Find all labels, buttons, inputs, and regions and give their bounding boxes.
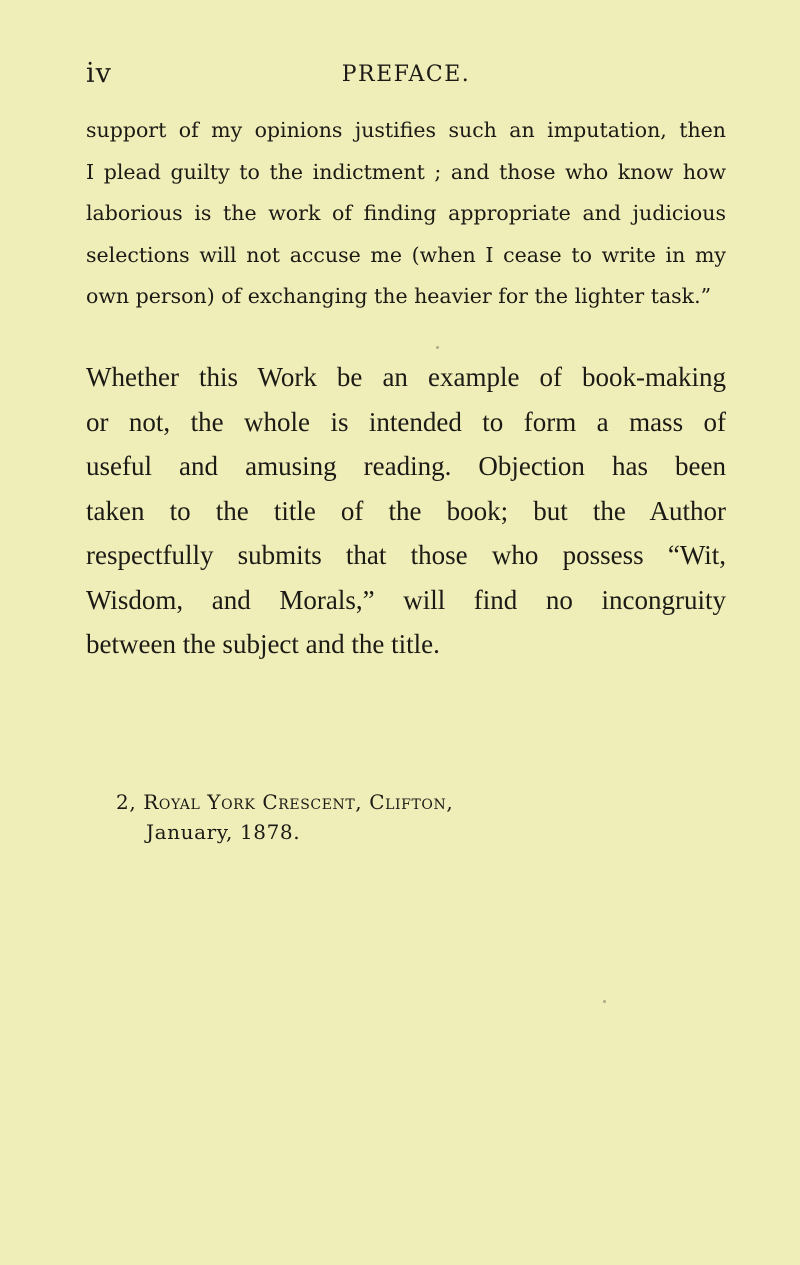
main-line-5: respectfully submits that those who possess “Wit, [86, 540, 726, 570]
quote-line-1: support of my opinions justifies such an imputation, then [86, 118, 726, 142]
paper-speck [603, 1000, 606, 1003]
quote-line-3: laborious is the work of finding appropriate and judicious [86, 201, 726, 225]
main-line-4: taken to the title of the book; but the Author [86, 495, 726, 526]
quote-line-5: own person) of exchanging the heavier for the lighter task.” [86, 284, 712, 308]
main-line-1: Whether this Work be an example of book-making [86, 362, 726, 392]
quote-line-4: selections will not accuse me (when I cease to write in my [86, 242, 726, 267]
running-title: PREFACE. [341, 62, 471, 87]
quote-line-2: I plead guilty to the indictment ; and those who know how [86, 159, 726, 184]
quoted-paragraph [86, 110, 726, 318]
main-line-3: useful and amusing reading. Objection has been [86, 451, 726, 481]
page-header [86, 58, 726, 90]
signature-block [116, 787, 453, 847]
paper-speck [436, 346, 439, 349]
address-line: 2, Royal York Crescent, Clifton, [116, 790, 454, 814]
main-line-2: or not, the whole is intended to form a mass of [86, 406, 726, 437]
date-line: January, 1878. [146, 820, 301, 844]
main-line-6: Wisdom, and Morals,” will find no incongruity [86, 584, 726, 615]
page-number: iv [86, 58, 112, 89]
main-line-7: between the subject and the title. [86, 629, 440, 659]
main-paragraph [86, 355, 726, 667]
